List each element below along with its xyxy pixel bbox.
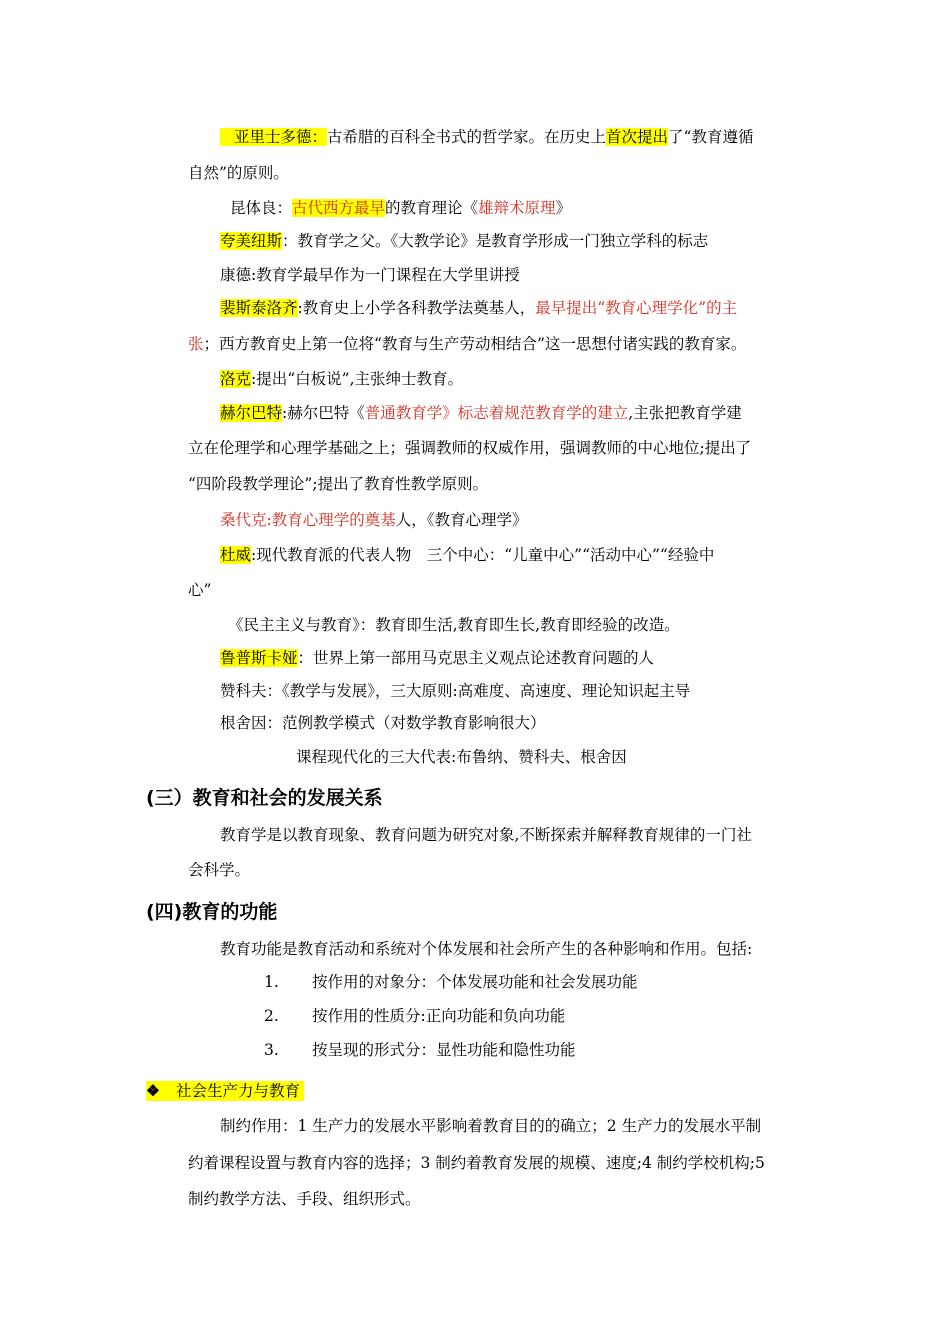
pestalozzi-line-2 (188, 334, 746, 354)
wagenschein-line: 根舍因：范例教学模式（对数学教育影响很大） (220, 714, 546, 732)
section-4-heading: (四)教育的功能 (146, 901, 278, 923)
krupskaya-desc: ：世界上第一部用马克思主义观点论述教育问题的人 (297, 649, 655, 667)
aristotle-line (220, 127, 753, 147)
section-4-intro: 教育功能是教育活动和系统对个体发展和社会所产生的各种影响和作用。包括: (220, 940, 753, 958)
section-3-heading: (三）教育和社会的发展关系 (146, 787, 383, 809)
list-item-text: 按作用的对象分：个体发展功能和社会发展功能 (312, 973, 638, 991)
productivity-paragraph: 制约作用：1 生产力的发展水平影响着教育目的的确立；2 生产力的发展水平制 (220, 1117, 762, 1135)
dewey-desc: :现代教育派的代表人物 三个中心：“儿童中心”“活动中心”“经验中 (251, 546, 715, 564)
herbart-line (220, 403, 742, 423)
productivity-heading (146, 1081, 304, 1101)
krupskaya-line (220, 648, 654, 668)
section-3-paragraph-2: 会科学。 (188, 861, 251, 879)
locke-desc: :提出“白板说”,主张绅士教育。 (251, 370, 464, 388)
comenius-line (220, 231, 708, 251)
pestalozzi-claim-2: 张 (188, 335, 204, 353)
aristotle-desc-2: 了“教育遵循 (668, 128, 754, 146)
quintilian-name: 昆体良： (230, 199, 293, 217)
dewey-line-3: 《民主主义与教育》：教育即生活,教育即生长,教育即经验的改造。 (228, 616, 680, 634)
quintilian-desc: 的教育理论《 (385, 199, 479, 217)
productivity-paragraph-2: 约着课程设置与教育内容的选择；3 制约着教育发展的规模、速度;4 制约学校机构;5 (188, 1154, 765, 1172)
quintilian-book: 雄辩术原理 (478, 199, 556, 217)
diamond-bullet-icon: ❖ (146, 1081, 160, 1100)
quintilian-desc-2: 》 (555, 199, 572, 217)
pestalozzi-name: 裴斯泰洛齐 (220, 299, 298, 317)
herbart-name: 赫尔巴特 (220, 404, 283, 422)
herbart-desc-2: ,主张把教育学建 (628, 404, 742, 422)
quintilian-line (230, 198, 571, 218)
thorndike-line (220, 510, 528, 530)
comenius-name: 夸美纽斯 (220, 232, 283, 250)
thorndike-name: 桑代克:教育心理学的奠基 (220, 511, 396, 529)
function-list-item (264, 1040, 576, 1060)
function-list-item (264, 972, 638, 992)
herbart-claim: 普通教育学》标志着规范教育学的建立 (364, 404, 629, 422)
list-number: 3. (264, 1041, 279, 1059)
zankov-line: 赞科夫：《教学与发展》，三大原则:高难度、高速度、理论知识起主导 (220, 682, 691, 700)
function-list-item (264, 1006, 565, 1026)
productivity-paragraph-3: 制约教学方法、手段、组织形式。 (188, 1190, 421, 1208)
list-number: 2. (264, 1007, 279, 1025)
section-3-paragraph: 教育学是以教育现象、教育问题为研究对象,不断探索并解释教育规律的一门社 (220, 826, 752, 844)
aristotle-desc: 古希腊的百科全书式的哲学家。在历史上 (327, 128, 607, 146)
quintilian-highlight: 古代西方最早 (292, 199, 386, 217)
aristotle-highlight: 首次提出 (606, 128, 669, 146)
list-item-text: 按呈现的形式分：显性功能和隐性功能 (312, 1041, 576, 1059)
locke-line (220, 369, 463, 389)
kant-line: 康德:教育学最早作为一门课程在大学里讲授 (220, 266, 520, 284)
dewey-line-2: 心” (188, 581, 212, 599)
dewey-line (220, 545, 714, 565)
curriculum-representatives-line: 课程现代化的三大代表:布鲁纳、赞科夫、根舍因 (296, 748, 627, 766)
thorndike-desc: 人，《教育心理学》 (395, 511, 528, 529)
comenius-desc: ：教育学之父。《大教学论》是教育学形成一门独立学科的标志 (282, 232, 709, 250)
aristotle-line-2: 自然”的原则。 (188, 164, 289, 182)
pestalozzi-desc-2: ；西方教育史上第一位将“教育与生产劳动相结合”这一思想付诸实践的教育家。 (203, 335, 747, 353)
pestalozzi-claim: 最早提出“教育心理学化”的主 (535, 299, 738, 317)
pestalozzi-line (220, 298, 737, 318)
productivity-title: 社会生产力与教育 (176, 1082, 301, 1100)
herbart-line-3: “四阶段教学理论”;提出了教育性教学原则。 (188, 475, 489, 493)
locke-name: 洛克 (220, 370, 252, 388)
list-number: 1. (264, 973, 279, 991)
pestalozzi-desc: :教育史上小学各科教学法奠基人， (297, 299, 536, 317)
herbart-line-2: 立在伦理学和心理学基础之上；强调教师的权威作用，强调教师的中心地位;提出了 (188, 439, 752, 457)
list-item-text: 按作用的性质分:正向功能和负向功能 (312, 1007, 566, 1025)
dewey-name: 杜威 (220, 546, 252, 564)
herbart-desc: :赫尔巴特《 (282, 404, 365, 422)
krupskaya-name: 鲁普斯卡娅 (220, 649, 298, 667)
aristotle-name: 亚里士多德： (220, 128, 327, 146)
